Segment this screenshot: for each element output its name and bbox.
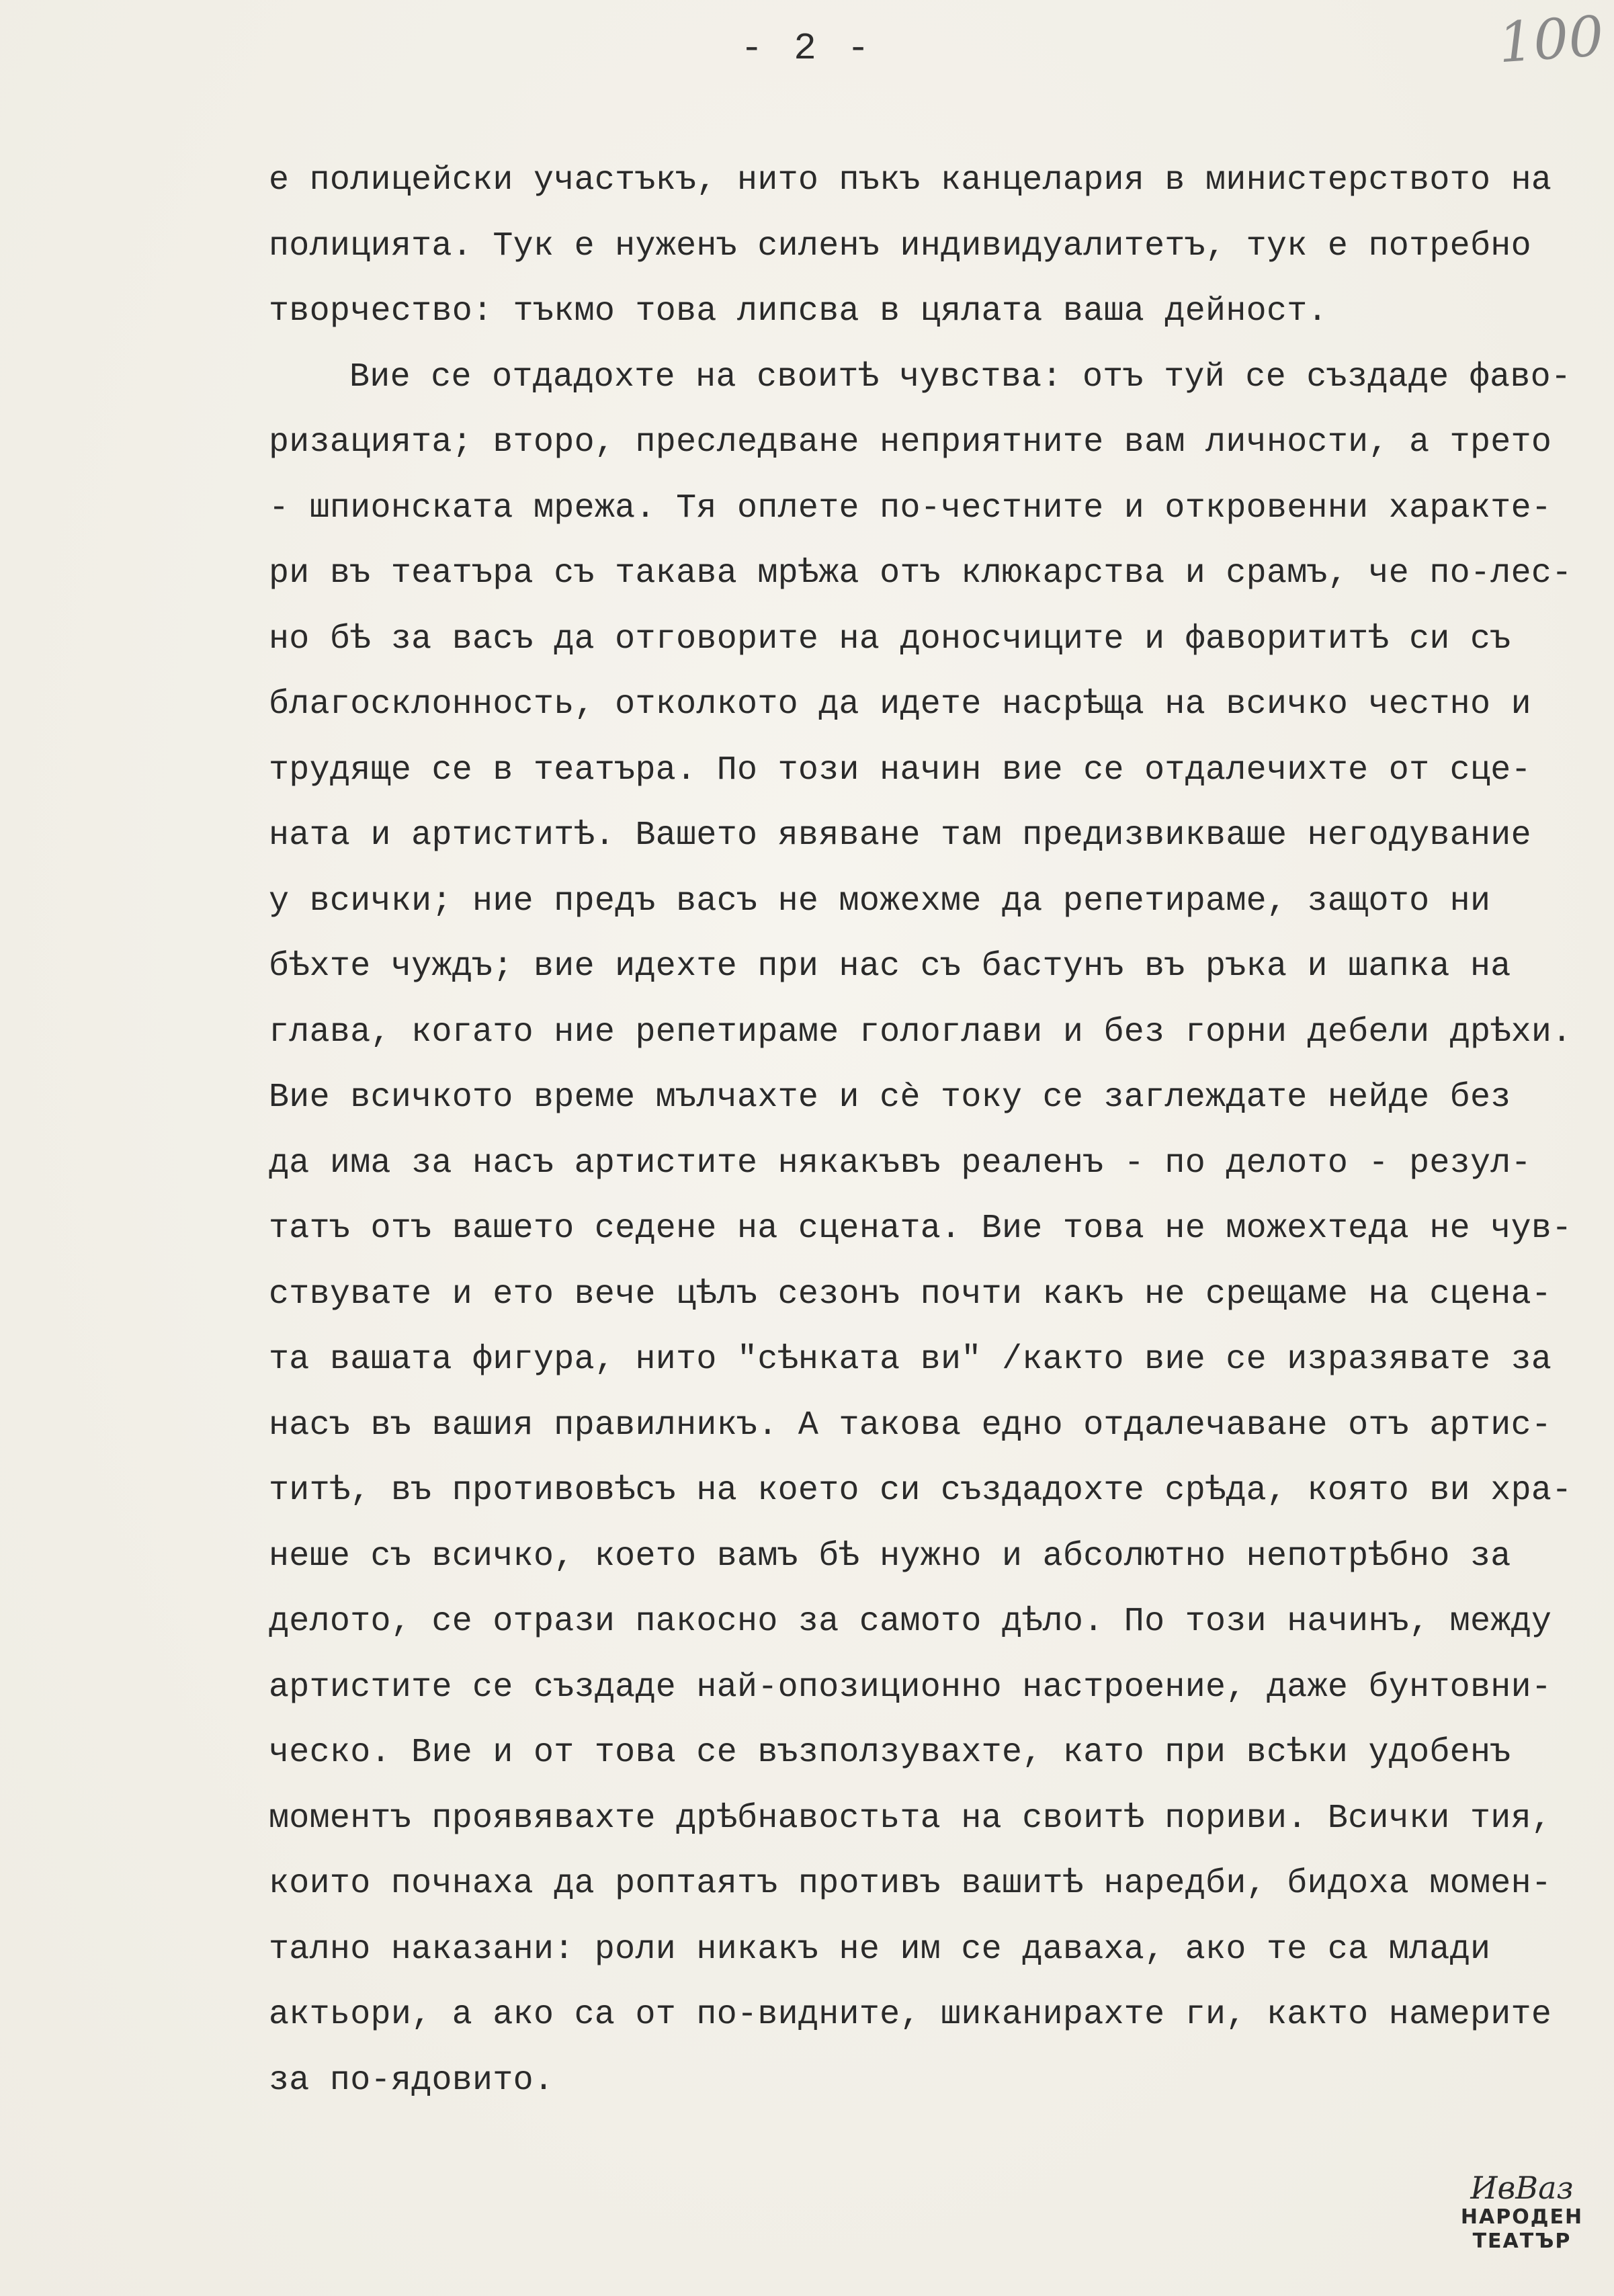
stamp-line-2: ТЕАТЪР: [1472, 2229, 1572, 2253]
text-line: неше съ всичко, което вамъ бѣ нужно и абсолютно непотрѣбно за: [269, 1537, 1511, 1576]
text-line: трудяще се в театъра. По този начин вие се отдалечихте от сце-: [269, 751, 1531, 790]
text-line: татъ отъ вашето седене на сцената. Вие това не можехтеда не чув-: [269, 1209, 1572, 1248]
page-number: - 2 -: [740, 27, 874, 70]
text-line: ризацията; второ, преследване неприятните вам личности, а трето: [269, 423, 1552, 462]
text-line: делото, се отрази пакосно за самото дѣло. По този начинъ, между: [269, 1603, 1552, 1641]
text-line: но бѣ за васъ да отговорите на доносчиците и фаворититѣ си съ: [269, 620, 1511, 658]
text-line: насъ въ вашия правилникъ. А такова едно отдалечаване отъ артис-: [269, 1406, 1552, 1445]
text-line: та вашата фигура, нито "сѣнката ви" /както вие се изразявате за: [269, 1341, 1552, 1379]
text-line: Вие всичкото време мълчахте и сѐ току се заглеждате нейде без: [269, 1078, 1511, 1117]
typed-letter-body: [269, 148, 1586, 2113]
text-line: - шпионската мрежа. Тя оплете по-честните и откровенни характе-: [269, 488, 1552, 527]
text-line: творчество: тъкмо това липсва в цялата ваша дейност.: [269, 292, 1328, 331]
national-theatre-stamp: [1455, 2170, 1589, 2278]
text-line: глава, когато ние репетираме гологлави и без горни дебели дрѣхи.: [269, 1013, 1572, 1052]
text-line: у всички; ние предъ васъ не можехме да репетираме, защото ни: [269, 882, 1491, 921]
text-line: Вие се отдадохте на своитѣ чувства: отъ туй се създаде фаво-: [349, 357, 1572, 396]
text-line: артистите се създаде най-опозиционно настроение, даже бунтовни-: [269, 1668, 1552, 1707]
text-line: е полицейски участъкъ, нито пъкъ канцелария в министерството на: [269, 161, 1552, 200]
text-line: полицията. Тук е нуженъ силенъ индивидуалитетъ, тук е потребно: [269, 226, 1531, 265]
text-line: ри въ театъра съ такава мрѣжа отъ клюкарства и срамъ, че по-лес-: [269, 554, 1572, 593]
text-line: ческо. Вие и от това се възползувахте, като при всѣки удобенъ: [269, 1734, 1511, 1772]
text-line: бѣхте чуждъ; вие идехте при нас съ бастунъ въ ръка и шапка на: [269, 947, 1511, 986]
text-line: които почнаха да роптаятъ противъ вашитѣ наредби, бидоха момен-: [269, 1865, 1552, 1903]
stamp-line-1: НАРОДЕН: [1460, 2205, 1584, 2229]
handwritten-folio-number: 100: [1496, 4, 1606, 76]
text-line: благосклонность, отколкото да идете насрѣща на всичко честно и: [269, 685, 1531, 724]
text-line: моментъ проявявахте дрѣбнавостьта на своитѣ пориви. Всички тия,: [269, 1799, 1552, 1838]
text-line: титѣ, въ противовѣсъ на което си създадохте срѣда, която ви хра-: [269, 1472, 1572, 1510]
text-line: тално наказани: роли никакъ не им се даваха, ако те са млади: [269, 1930, 1491, 1969]
text-line: за по-ядовито.: [269, 2061, 554, 2100]
text-line: да има за насъ артистите някакъвъ реаленъ - по делото - резул-: [269, 1144, 1531, 1183]
text-line: ствувате и ето вече цѣлъ сезонъ почти какъ не срещаме на сцена-: [269, 1275, 1552, 1314]
stamp-signature: ИвВаз: [1470, 2170, 1574, 2206]
text-line: актьори, а ако са от по-видните, шиканирахте ги, както намерите: [269, 1996, 1552, 2034]
text-line: ната и артиститѣ. Вашето явяване там предизвикваше негодувание: [269, 816, 1531, 855]
